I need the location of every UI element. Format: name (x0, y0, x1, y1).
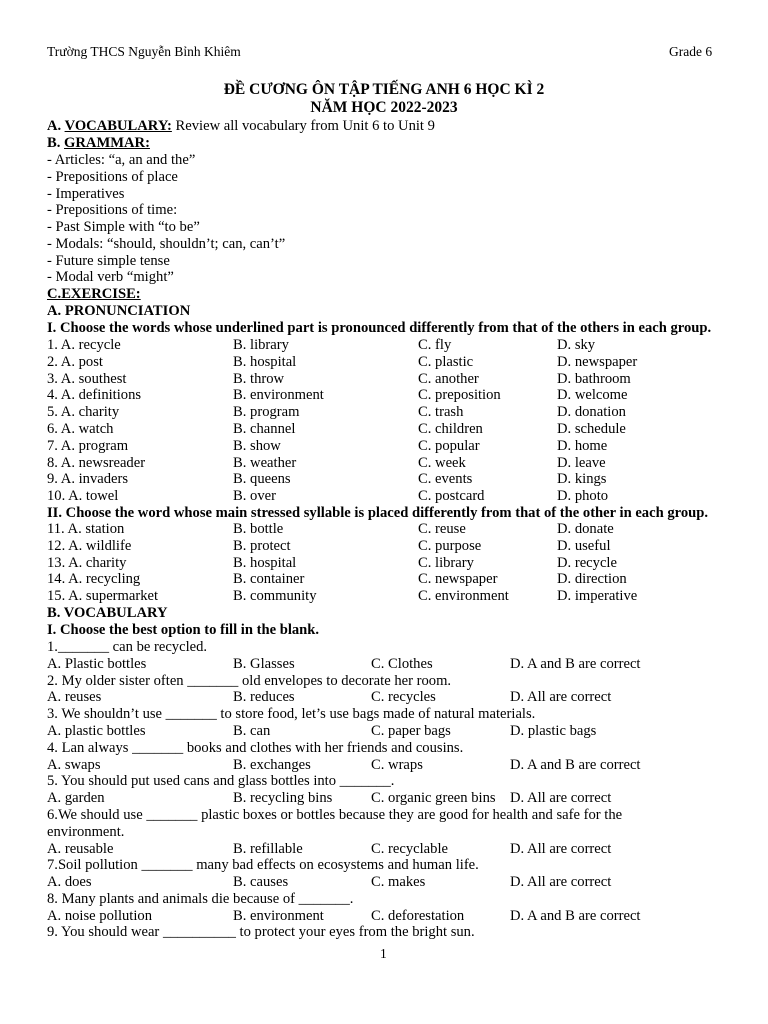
option-c: C. library (418, 554, 474, 571)
options-row (47, 908, 767, 925)
pronunciation-row (47, 455, 767, 472)
option-d: D. imperative (557, 588, 638, 605)
option-d: D. photo (557, 488, 609, 505)
option-a: A. garden (47, 790, 105, 807)
option-d: D. schedule (557, 421, 626, 437)
exercise-heading: C.EXERCISE: (47, 286, 141, 302)
question-9: 9. You should wear __________ to protect your eyes from the bright sun. (47, 924, 475, 940)
pronunciation-instruction: I. Choose the words whose underlined part is pronounced differently from that of the others in each group. (47, 320, 712, 336)
stress-row (47, 555, 767, 572)
options-row (47, 757, 767, 774)
pronunciation-row (47, 471, 767, 488)
vocabulary-line: A. VOCABULARY: Review all vocabulary from Unit 6 to Unit 9 (47, 118, 435, 134)
option-c: C. popular (418, 437, 480, 454)
option-c: C. wraps (371, 756, 423, 773)
option-d: D. useful (557, 537, 611, 554)
question-4: 4. Lan always _______ books and clothes with her friends and cousins. (47, 739, 464, 756)
option-d: D. A and B are correct (510, 907, 641, 924)
option-c: C. week (418, 454, 466, 471)
option-b: B. channel (233, 421, 296, 437)
option-b: B. environment (233, 907, 324, 924)
school-year: NĂM HỌC 2022-2023 (310, 99, 458, 116)
option-b: B. community (233, 588, 317, 605)
option-b: B. reduces (233, 689, 295, 706)
pronunciation-row (47, 354, 767, 371)
options-row (47, 723, 767, 740)
option-b: B. container (233, 571, 305, 588)
grammar-item: - Imperatives (47, 186, 125, 202)
option-c: C. recyclable (371, 840, 448, 857)
option-d: D. newspaper (557, 353, 638, 370)
pronunciation-heading: A. PRONUNCIATION (47, 303, 191, 319)
option-b: B. Glasses (233, 655, 295, 672)
option-d: D. All are correct (510, 790, 612, 807)
stress-instruction: II. Choose the word whose main stressed syllable is placed differently from that of the other in each group. (47, 505, 709, 521)
option-d: D. A and B are correct (510, 655, 641, 672)
option-a: A. does (47, 874, 92, 891)
question-8: 8. Many plants and animals die because of _______. (47, 891, 354, 907)
option-d: D. bathroom (557, 370, 631, 387)
option-b: B. can (233, 723, 271, 739)
option-a: A. Plastic bottles (47, 655, 147, 672)
option-b: B. throw (233, 370, 285, 387)
option-c: C. deforestation (371, 907, 465, 924)
option-c: C. preposition (418, 387, 501, 404)
school-name: Trường THCS Nguyễn Bỉnh Khiêm (47, 44, 241, 59)
options-row (47, 656, 767, 673)
grammar-item: - Modals: “should, shouldn’t; can, can’t” (47, 236, 286, 252)
option-b: B. bottle (233, 521, 284, 537)
vocabulary-heading: VOCABULARY: (64, 118, 172, 134)
option-b: B. show (233, 437, 281, 454)
option-c: C. makes (371, 874, 426, 891)
option-d: D. leave (557, 454, 606, 471)
grammar-item: - Prepositions of time: (47, 202, 178, 218)
pronunciation-row (47, 404, 767, 421)
grammar-heading: B. GRAMMAR: (47, 135, 150, 151)
option-a: 14. A. recycling (47, 571, 141, 588)
question-2: 2. My older sister often _______ old envelopes to decorate her room. (47, 672, 452, 689)
option-d: D. recycle (557, 554, 617, 571)
pronunciation-row (47, 438, 767, 455)
grammar-item: - Prepositions of place (47, 169, 178, 185)
option-d: D. direction (557, 571, 627, 588)
option-a: A. reusable (47, 840, 114, 857)
vocabulary-section-heading: B. VOCABULARY (47, 605, 168, 621)
option-b: B. over (233, 488, 276, 505)
option-b: B. environment (233, 387, 324, 404)
pronunciation-row (47, 337, 767, 354)
option-a: 2. A. post (47, 353, 103, 370)
option-a: 8. A. newsreader (47, 454, 146, 471)
option-b: B. queens (233, 471, 291, 488)
option-d: D. All are correct (510, 874, 612, 891)
option-d: D. sky (557, 337, 596, 353)
option-b: B. refillable (233, 840, 303, 857)
question-continuation: environment. (47, 823, 125, 840)
option-a: 9. A. invaders (47, 471, 129, 488)
vocabulary-instruction: I. Choose the best option to fill in the blank. (47, 622, 320, 638)
option-d: D. All are correct (510, 689, 612, 706)
option-b: B. hospital (233, 554, 297, 571)
question-3: 3. We shouldn’t use _______ to store food, let’s use bags made of natural materials. (47, 706, 536, 723)
stress-row (47, 571, 767, 588)
option-b: B. hospital (233, 353, 297, 370)
option-c: C. recycles (371, 689, 436, 706)
option-b: B. protect (233, 537, 291, 554)
option-b: B. exchanges (233, 756, 311, 773)
option-a: 10. A. towel (47, 488, 119, 505)
option-d: D. All are correct (510, 840, 612, 857)
question-1: 1._______ can be recycled. (47, 639, 208, 655)
pronunciation-row (47, 421, 767, 438)
option-a: 4. A. definitions (47, 387, 142, 404)
option-a: 11. A. station (47, 521, 125, 537)
pronunciation-row (47, 387, 767, 404)
option-c: C. Clothes (371, 655, 433, 672)
stress-row (47, 521, 767, 538)
options-row (47, 790, 767, 807)
pronunciation-row (47, 488, 767, 505)
option-b: B. weather (233, 454, 297, 471)
option-c: C. environment (418, 588, 509, 605)
options-row (47, 841, 767, 858)
option-c: C. postcard (418, 488, 485, 505)
options-row (47, 874, 767, 891)
option-c: C. another (418, 370, 479, 387)
question-5: 5. You should put used cans and glass bottles into _______. (47, 773, 395, 790)
option-c: C. fly (418, 337, 452, 353)
option-c: C. newspaper (418, 571, 498, 588)
option-c: C. paper bags (371, 723, 451, 739)
option-d: D. welcome (557, 387, 628, 404)
option-d: D. A and B are correct (510, 756, 641, 773)
option-a: A. noise pollution (47, 907, 152, 924)
option-a: A. reuses (47, 689, 102, 706)
option-a: 7. A. program (47, 437, 129, 454)
option-a: 1. A. recycle (47, 337, 121, 353)
document-title: ĐỀ CƯƠNG ÔN TẬP TIẾNG ANH 6 HỌC KÌ 2 (223, 81, 545, 98)
option-a: 12. A. wildlife (47, 537, 132, 554)
option-d: D. home (557, 437, 608, 454)
option-c: C. plastic (418, 353, 474, 370)
option-a: 13. A. charity (47, 554, 127, 571)
option-b: B. library (233, 337, 289, 353)
option-c: C. children (418, 421, 483, 437)
option-c: C. trash (418, 404, 464, 421)
option-d: D. donate (557, 521, 614, 537)
option-a: A. plastic bottles (47, 723, 146, 739)
option-a: 15. A. supermarket (47, 588, 159, 605)
option-c: C. purpose (418, 537, 482, 554)
option-c: C. events (418, 471, 473, 488)
option-b: B. program (233, 404, 300, 421)
question-6: 6.We should use _______ plastic boxes or bottles because they are good for health and safe for the (47, 807, 623, 823)
grammar-item: - Future simple tense (47, 253, 170, 269)
pronunciation-row (47, 371, 767, 388)
option-a: 3. A. southest (47, 370, 127, 387)
stress-row (47, 588, 767, 605)
option-d: D. kings (557, 471, 607, 488)
stress-row (47, 538, 767, 555)
option-a: 5. A. charity (47, 404, 120, 421)
option-d: D. donation (557, 404, 626, 421)
option-a: A. swaps (47, 756, 101, 773)
question-7: 7.Soil pollution _______ many bad effects on ecosystems and human life. (47, 857, 479, 874)
option-b: B. recycling bins (233, 790, 333, 807)
option-d: D. plastic bags (510, 723, 597, 739)
page-number: 1 (380, 946, 387, 961)
option-a: 6. A. watch (47, 421, 114, 437)
options-row (47, 689, 767, 706)
grammar-item: - Past Simple with “to be” (47, 219, 200, 235)
option-c: C. reuse (418, 521, 466, 537)
option-c: C. organic green bins (371, 790, 496, 807)
option-b: B. causes (233, 874, 289, 891)
grammar-item: - Articles: “a, an and the” (47, 152, 196, 168)
grammar-item: - Modal verb “might” (47, 269, 174, 285)
grade-label: Grade 6 (669, 44, 713, 59)
